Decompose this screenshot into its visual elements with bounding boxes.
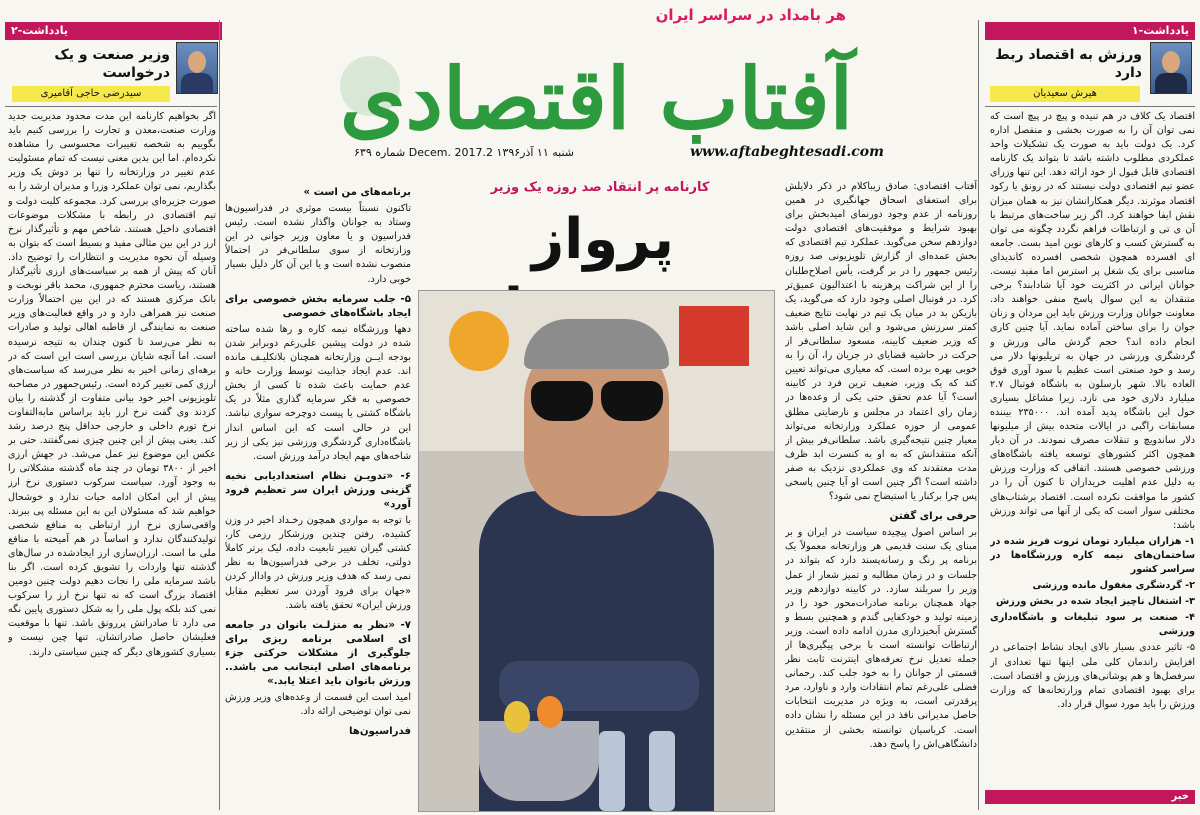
masthead bbox=[330, 0, 884, 178]
paragraph: تاکنون نسبتاً بیست موثری در فدراسیون‌ها وستاد به جوانان واگذار نشده است. رئیس فدراسیون و یا معاون وزیر جوانی در این وزارتخانه از سوی سلطانی‌فر در احتمالاً منصوب نشده است و یا این آن کار دلیل بسیار خوبی دارد. bbox=[225, 203, 411, 285]
sunglasses bbox=[601, 381, 663, 421]
column-divider bbox=[978, 20, 979, 810]
sunglasses bbox=[531, 381, 593, 421]
paragraph: با توجه به مواردی همچون رخـداد اخیر در وزن کشیده، رفتن چندین ورزشکار رزمی کار، کشتی گیران تغییر تابعیت داده، لیک برتر کاملاً دولتی، تخلف در برخی فدراسیون‌ها به نظر نمی رسد که هدف وزیر ورزش در واداار کردن «جهان برای فرود آوردن سر تعظیم مقابل ورزش ایران» تحقق یافته باشد. bbox=[225, 515, 411, 611]
right-box-body bbox=[990, 110, 1195, 786]
news-label bbox=[985, 790, 1195, 804]
list-item: ۱- هزاران میلیارد تومان ثروت فریز شده در ساختمان‌های نیمه کاره ورزشگاه‌ها در سراسر کشور bbox=[990, 535, 1195, 575]
paragraph: آفتاب اقتصادی: صادق زیباکلام در ذکر دلایلش برای استعفای اسحاق جهانگیری در همین روزنامه از عدم وجود دورنمای امیدبخش برای بهبود شرایط و موفقیت‌های اقتصادی دولت دوازدهم سخن می‌گوید. عملکرد تیم اقتصادی که بخش عمده‌ای از گزارش تلویزیونی صد روزه رئیس جمهور را در بر گرفت، یأس اصلاح‌طلبان را از این شراکت پرهزینه با اعتدالیون عمیق‌تر کرد. در فوتبال اصلی وجود دارد که می‌گوید، یک بازیکن بد در میان یک تیم در نهایت نتایج ضعیف کمتر سرزنش می‌شود و این شاید اصلی باشد که وزیر ضعیف کابینه، مسعود سلطانی‌فر از حرکت در حاشیه قضایای در جریان را، آن را به خوبی بهره برده است. که معیاری می‌تواند تعیین کند که یک وزیر، ضعیف ترین فرد در کابینه است؟ آیا عدم تحقق حتی یکی از وعده‌ها در زمان رای اعتماد در مجلس و نارضایتی مطلق عمومی از حوزه عملکرد وزارتخانه می‌تواند معیار چنین نتیجه‌گیری باشد. سلطانی‌فر بیش از آنکه منتقدانش که به او به کنسرت ابد ظرف مدت معتقدند که وی عملکردی نزدیک به صفر داشته است؟ اگر چنین است او آیا چنین پاسخی پس چرا برکنار یا استیضاح نمی شود؟ bbox=[785, 181, 977, 503]
paragraph: اگر بخواهیم کارنامه این مدت محدود مدیریت جدید وزارت صنعت،معدن و تجارت را بررسی کنیم باید بگوییم به شخصه تغییرات محسوسی را مشاهده نکرده‌ام. اما این بدین معنی نیست که تمام مسئولیت عدم تغییر در وزارتخانه را تنها بر دوش یک وزیر بگذاریم، نمی توان عملکرد وزرا و مدیران ارشد را به صورت جزیره‌ای بررسی کرد. مجموعه کلیت دولت و تیم اقتصادی در رابطه با مشکلات موضوعات اقتصادی داخیل هستند. شاخص مهم و تأثیرگذار نرخ ارز در این بین مثالی مفید و بسیط است که بتوان به وسیله آن نحوه مدیریت و انتظارات را توضیح داد. آنان که پیش از همه بر سیاست‌های ارزی تأثیرگذار هستند، ریاست محترم جمهوری، محمد باقر نوبخت و بانک مرکزی هستند که در این بین احتمالاً وزارت صنعت نیز همراهی دارد و در واقع فعالیت‌های وزیر صنعت به نمایندگی از قاطبه اهالی تولید و صادرات به نظر می‌رسد تا کنون چندان به نتیجه نرسیده است. اما آنچه شایان بررسی است این است که در برهه‌ای زمانی اخیر به نظر می‌رسد که سیاست‌های ارزی کمی تغییر کرده است. رئیس‌جمهور در مصاحبه تلویزیونی اخیر خود بیانی متفاوت از گذشته را بیان کردند وی گفت نرخ ارز باید براساس مابه‌التفاوت نرخ تورم داخلی و خارجی حداقل پنج درصد رشد کند. یعنی پیش از این چنین چیزی نمی‌گفتند. حتی بر عکس این موضوع نیز عمل می‌شد. در جهش ارزی اخیر از ۳۸۰۰ تومان در چند ماه گذشته مشکلاتی را به وجود آورد. سیاست سرکوب دستوری نرخ ارز پیش از این امکان ادامه حیات ندارد و خوشحال خواهیم شد که مسئولان این به این مسئله پی ببرند. واقعی‌سازی نرخ ارز ارتباطی به منافع شخصی تولیدکنندگان ندارد و اساساً در هم آمیخته با منافع ملی ما است. ارزان‌سازی ارز ایجادشده در سال‌های گذشته تنها واردات را تشویق کرده است. اگر بنا باشد سرمایه ملی را نجات دهیم دولت چنین دومین اقتصاد بزرگ است که نه تنها نرخ ارز را سرکوب نمی کند بلکه پول ملی را به شکل دستوری پایین نگه می دارد تا صادراتش پررونق باشد. تنها با موقعیت فعلیشان حاصل صادراتشان. تنها چین نیست و بسیاری کشورهای دیگر که چنین سیاستی دارند. bbox=[8, 111, 216, 658]
subheading: حرفی برای گفتن bbox=[889, 511, 977, 523]
left-box-title: وزیر صنعت و یک درخواست bbox=[54, 47, 170, 81]
subheading: ۷- «نظر به منزلـت بانوان در جامعه ای اسلامی برنامه ریزی برای جلوگیری از مشکلات حرکتی جزء برنامه‌های اصلی اینجانب می باشد.. ورزش بانوان باید اعتلا یابد.» bbox=[225, 619, 411, 688]
subheading: ۵- جلب سرمایه بخش خصوصی برای ایجاد باشگاه‌های خصوصی bbox=[225, 293, 411, 319]
list-item: ۲- گردشگری مغفول مانده ورزشی bbox=[1032, 580, 1195, 592]
list-item: ۴- صنعت پر سود تبلیغات و باشگاه‌داری ورزشی bbox=[990, 612, 1195, 638]
water-bottle bbox=[599, 731, 625, 811]
paragraph: امید است این قسمت از وعده‌های وزیر ورزش نمی توان توضیحی ارائه داد. bbox=[225, 692, 411, 718]
backdrop-logo bbox=[679, 306, 749, 366]
right-box-label: یادداشت-۱ bbox=[985, 22, 1195, 40]
divider bbox=[985, 106, 1195, 107]
headline-kicker: کارنامه پر انتقاد صد روزه یک وزیر bbox=[490, 180, 710, 195]
paragraph: اقتصاد یک کلاف در هم تنیده و پیچ در پیچ است که نمی توان آن را به صورت بخشی و منفصل اداره کرد. یک دولت باید به صورت یک تشکیلات واحد عملکردی مطلوب داشته باشد تا بتواند یک کارنامه اقتصادی قابل قبول از خود ارائه دهد. این تنها وزرای عضو تیم اقتصادی دولت نیستند که در رونق یا رکود اقتصاد موثرند. دیگر همکارانشان نیز به همان میزان نقش ایفا خواهند کرد. اگر زیر ساخت‌های مرتبط با آن ی تی و ارتباطات فراهم نگردد چگونه می توان به گسترش کسب و کارهای نوین امید بست. جامعه ای افسرده همچون شخصی افسرده کاندیدای مناسبی برای یک شغل پر استرس اما مفید نیست. جوانان ایرانی در اکثریت خود آیا شادابند؟ برخی متنقدان به این سوال پاسخ منفی خواهند داد. معاونت جوانان وزارت ورزش باید این مردان و زنان جوان را برای ساختن آماده نماید. آیا چنین کاری انجام داده اند؟ حجم گردش مالی ورزش و گردشگری ورزشی در جهان به تریلیونها دلار می رسد و خود صنعتی است عظیم با سود آوری فوق العاده بالا. شهر بارسلون به باشگاه فوتبال ۲.۷ میلیارد دلاری خود می نازد. زیرا مشاغل بسیاری حول این باشگاه پدید آمده اند. ۲۳۵۰۰۰ بیننده مسابقات راگبی در ایالات متحده بیش از میلیونها دلار ساندویچ و تنقلات مصرف نمودند. در آن دیار همچون اکثر کشورهای توسعه یافته باشگاه‌های ورزشی خصوصی هستند. اتفاقی که وزارت ورزش به دلیل عدم اهلیت خریداران تا کنون آن را در کشور ما موافقت نکرده است. اقتصاد برشتاب‌های مختلفی سوار است که یکی از آنها می تواند ورزش باشد: bbox=[990, 111, 1195, 531]
water-bottle bbox=[649, 731, 675, 811]
left-box-label: یادداشت-۲ bbox=[5, 22, 222, 40]
fruit-bowl bbox=[479, 721, 599, 801]
lead-photo[interactable] bbox=[418, 290, 775, 812]
lead-article-column bbox=[785, 180, 977, 810]
paragraph: بر اساس اصول پیچیده سیاست در ایران و بر مبنای یک سنت قدیمی هر وزارتخانه معمولاً یک برنامه پر رنگ و رسانه‌پسند دارد که بتواند در جلسات و در زمان مطالبه و تمیز شعار از عمل وزیر را سربلند سازد. در کابینه دوازدهم وزیر جهاد همچنان برنامه صادرات‌محور خود را در زمینه تولید و خودکفایی گندم و همچنین بسط و گسترش آبخیزداری مدرن ادامه داده است. وزیر ارتباطات توانسته است با برخی پیگیری‌ها از جمله تعدیل نرخ تعرفه‌های اینترنت ثابت نظر قسمتی از جوانان را به خود جلب کند. رحمانی فضلی علی‌رغم تمام انتقادات وارد و ناوارد، مرد پرقدرتی است، به ویژه در مدیریت انتخابات حاصل مدیرانی نافذ در این مسئله را نشان داده است. کرباسیان توانسته بخشی از منتقدین دانشگاهی‌اش را پاسخ دهد. bbox=[785, 527, 977, 750]
left-box-body bbox=[8, 110, 216, 810]
backdrop-logo bbox=[449, 311, 509, 371]
main-headline[interactable]: پرواز bbox=[531, 207, 675, 272]
subheading: ۶- «تدویـن نظام استعدادیابی نخبه گزینی ورزش ایران سر تعظیم فرود آورد» bbox=[225, 470, 411, 510]
left-box-author: سیدرضی حاجی آقامیری bbox=[12, 86, 170, 102]
crossed-arms bbox=[499, 661, 699, 711]
masthead-url[interactable]: www.aftabeghtesadi.com bbox=[690, 144, 884, 160]
masthead-dateline: شنبه ۱۱ آذر۱۳۹۶ 2.Decem. 2017 شماره ۶۳۹ bbox=[354, 146, 574, 159]
subheading: فدراسیون‌ها bbox=[348, 726, 411, 738]
paragraph: ۵- تاثیر عددی بسیار بالای ایجاد نشاط اجتماعی در افزایش راندمان کلی ملی اینها تنها تعدادی از سرفصل‌ها و هم پوشانی‌های ورزش و اقتصاد است. برای بهبود اقتصادی تمام وزارتخانه‌ها که وزارت ورزش را باید مورد سوال قرار داد. bbox=[990, 642, 1195, 710]
fruit bbox=[504, 701, 530, 733]
column-divider bbox=[219, 20, 220, 810]
paragraph: دهها ورزشگاه نیمه کاره و رها شده ساخته شده در دولت پیشین علی‌رغم دوبرابر شدن بودجه ایــن وزارتخانه همچنان بلاتکلیـف مانده اند. عدم ایجاد جذابیت توسط وزارت خانه و عدم حمایت باعث شده تا کسی از بخش خصوصی به فکر سرمایه گذاری مثلاً در یک باشگاه کشتی یا پیست دوچرخه سواری نباشد. این در حالی است که این اساس انداز باشگاه‌داری گردشگری ورزشی نیز یکی از زیر شاخه‌های مهم ایجاد درآمد ورزش است. bbox=[225, 323, 411, 462]
news-label-text: خبر bbox=[1171, 791, 1189, 802]
logo-text: آفتاب اقتصادی bbox=[339, 49, 853, 148]
masthead-tagline: هر بامداد در سراسر ایران bbox=[655, 6, 846, 24]
hair bbox=[524, 319, 669, 369]
fruit bbox=[537, 696, 563, 728]
author-avatar bbox=[1150, 42, 1192, 94]
right-box-title: ورزش به اقتصاد ربط دارد bbox=[995, 47, 1142, 81]
subheading: برنامه‌های من است » bbox=[303, 187, 411, 198]
newspaper-logo bbox=[330, 26, 865, 148]
article-column-left bbox=[225, 180, 411, 810]
author-avatar bbox=[176, 42, 218, 94]
divider bbox=[5, 106, 217, 107]
list-item: ۳- اشتغال ناچیز ایجاد شده در بخش ورزش bbox=[996, 596, 1195, 608]
right-box-author: هیرش سعیدیان bbox=[990, 86, 1140, 102]
